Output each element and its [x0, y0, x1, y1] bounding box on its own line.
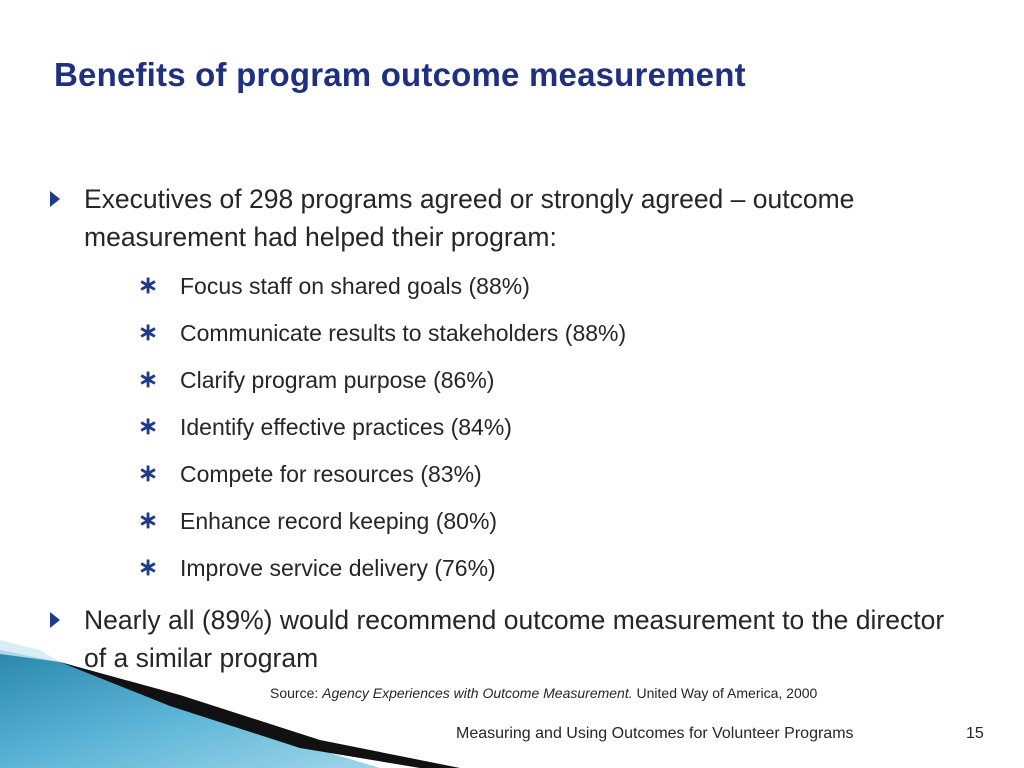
asterisk-bullet-icon: ∗: [138, 319, 159, 346]
asterisk-bullet-icon: ∗: [138, 413, 159, 440]
sub-bullet-text: Communicate results to stakeholders (88%): [180, 320, 627, 346]
bullet-text: Nearly all (89%) would recommend outcome measurement to the director of a similar program: [84, 605, 945, 673]
asterisk-bullet-icon: ∗: [138, 366, 159, 393]
triangle-right-bullet-icon: [50, 612, 60, 628]
triangle-right-bullet-icon: [50, 191, 60, 207]
source-prefix: Source:: [270, 685, 323, 701]
footer-text: Measuring and Using Outcomes for Volunteer Programs: [456, 725, 854, 742]
source-suffix: United Way of America, 2000: [632, 685, 818, 701]
sub-bullet-text: Compete for resources (83%): [180, 461, 482, 487]
asterisk-bullet-icon: ∗: [138, 460, 159, 487]
sub-bullet-text: Clarify program purpose (86%): [180, 367, 495, 393]
sub-bullet-text: Enhance record keeping (80%): [180, 508, 498, 534]
decorative-swoosh: [0, 640, 460, 768]
page-number: 15: [966, 725, 984, 742]
sub-bullet-text: Identify effective practices (84%): [180, 414, 512, 440]
bullet-text: Executives of 298 programs agreed or strongly agreed – outcome measurement had helped their program:: [84, 184, 855, 252]
asterisk-bullet-icon: ∗: [138, 554, 159, 581]
sub-bullet-text: Focus staff on shared goals (88%): [180, 273, 530, 299]
asterisk-bullet-icon: ∗: [138, 507, 159, 534]
slide-title: Benefits of program outcome measurement: [54, 56, 746, 93]
sub-bullet-text: Improve service delivery (76%): [180, 555, 496, 581]
asterisk-bullet-icon: ∗: [138, 272, 159, 299]
source-citation: [270, 685, 817, 701]
source-title: Agency Experiences with Outcome Measurement.: [322, 685, 633, 701]
